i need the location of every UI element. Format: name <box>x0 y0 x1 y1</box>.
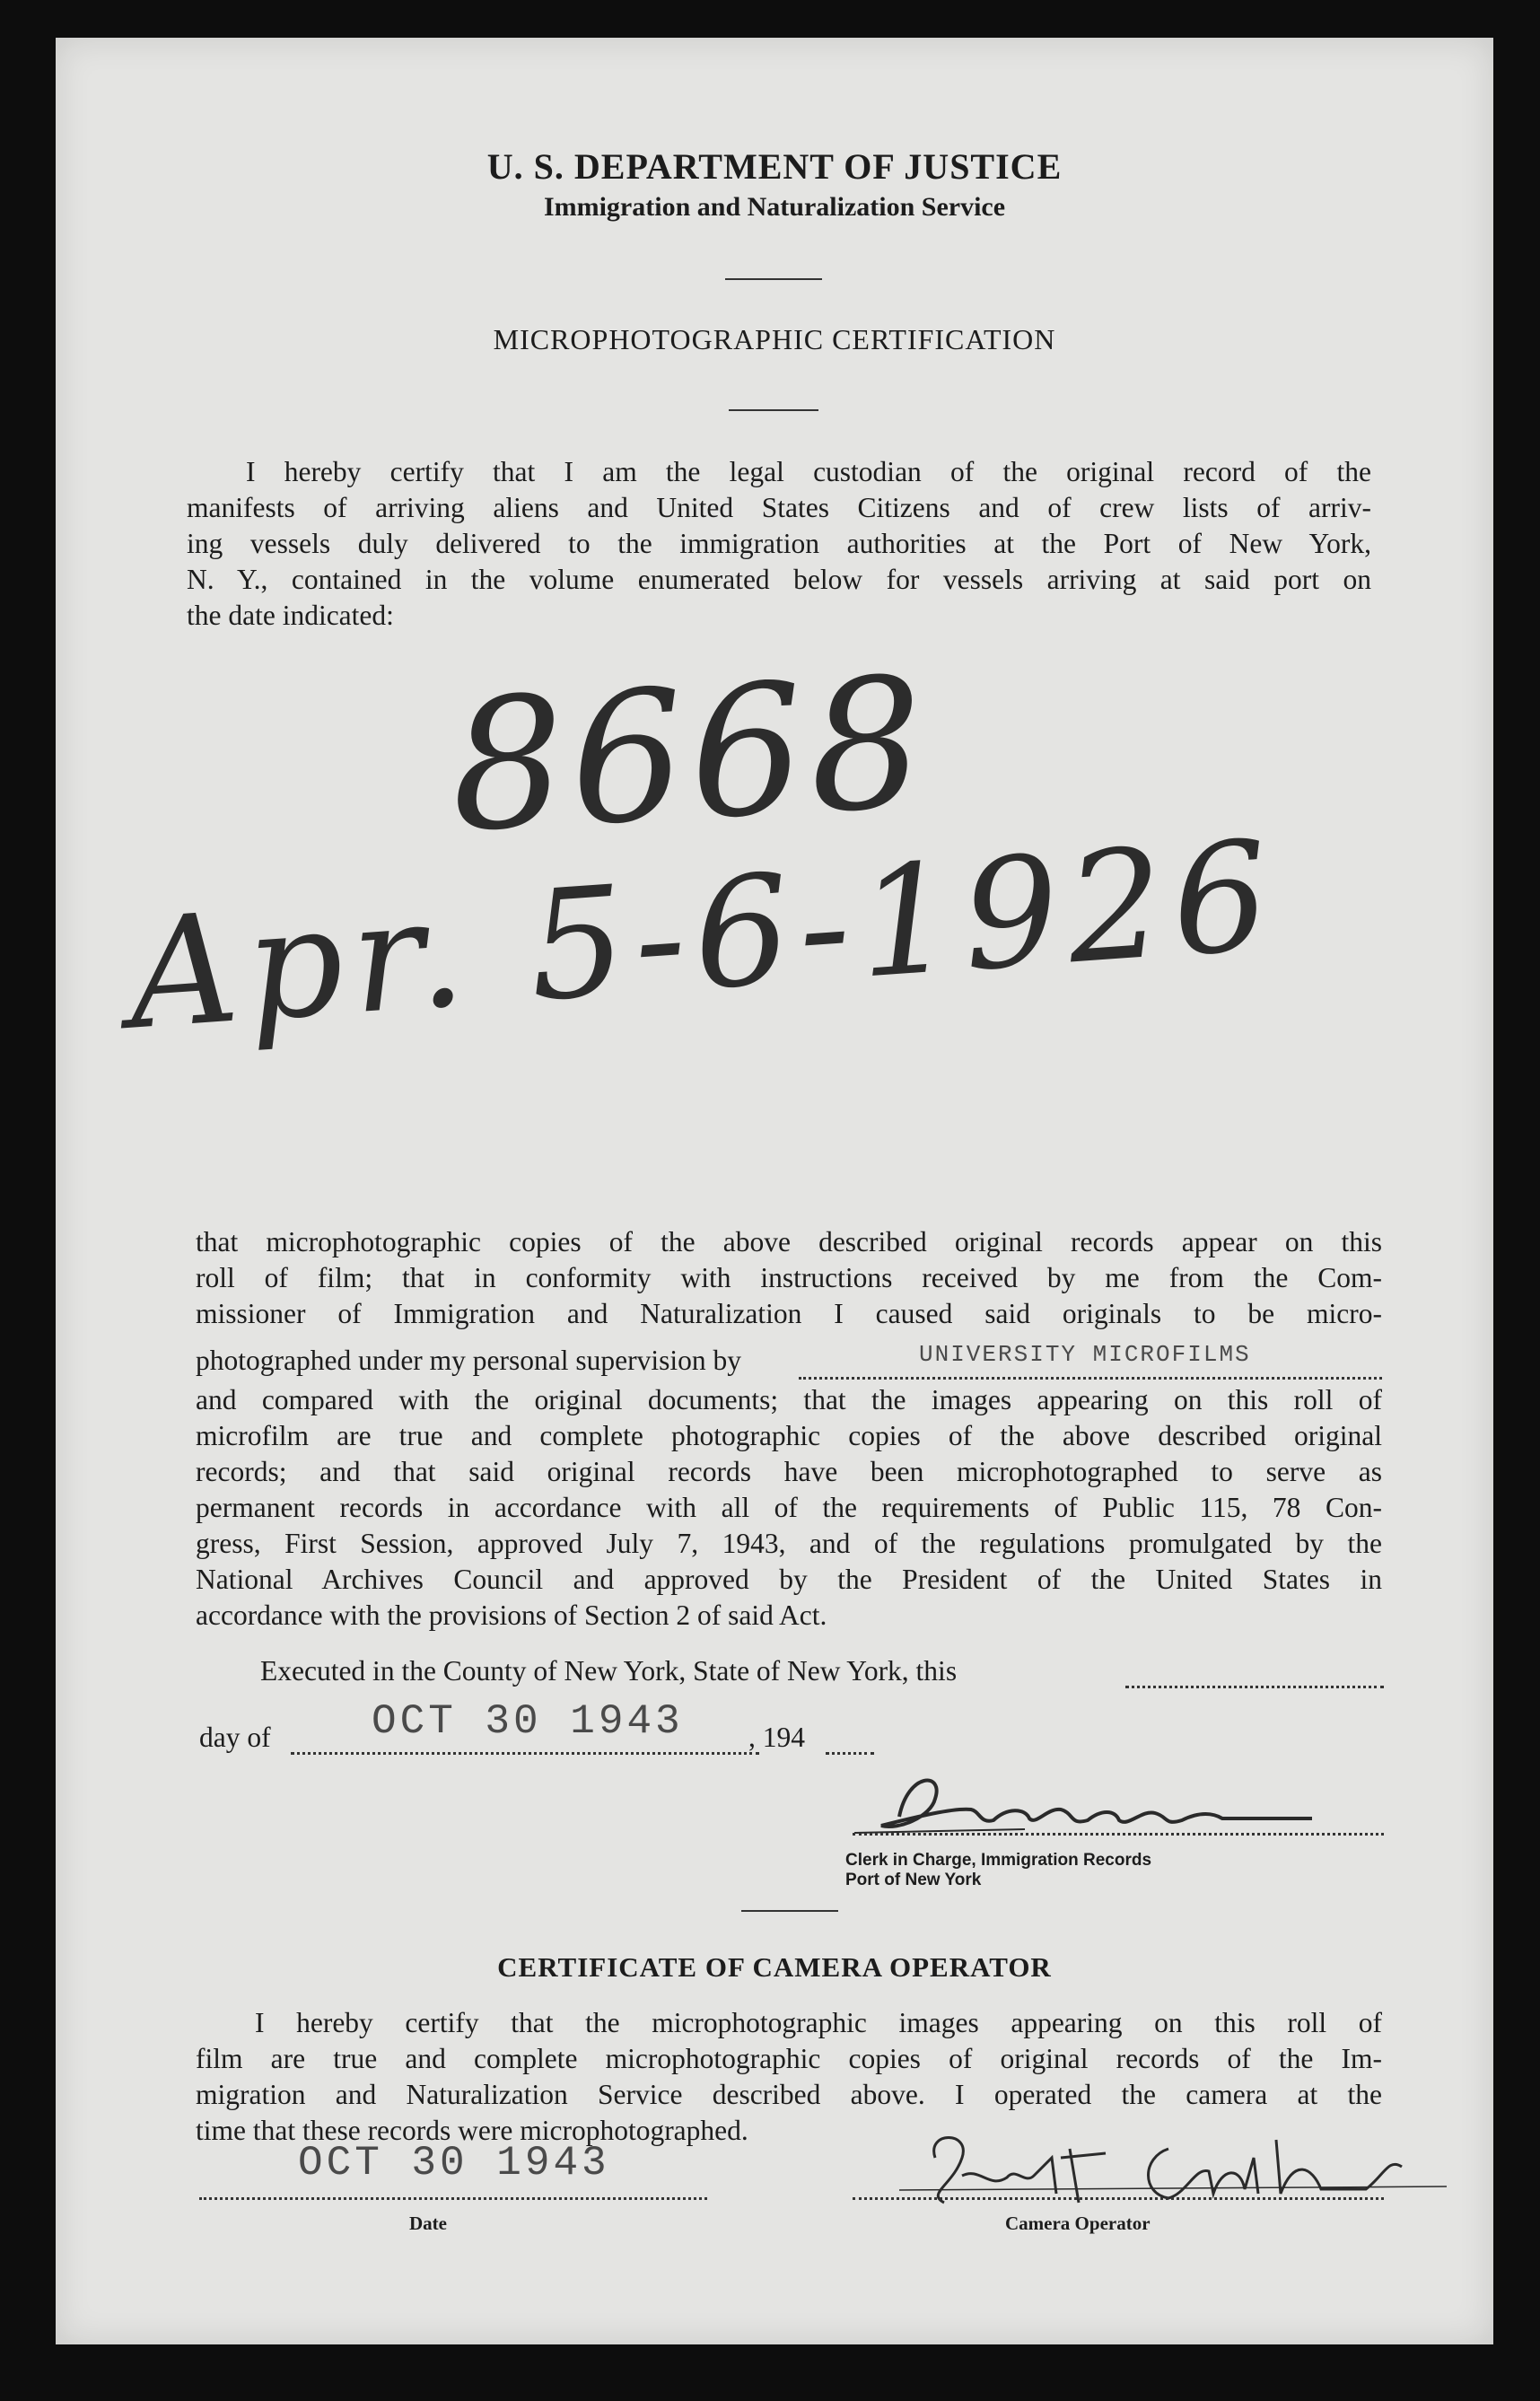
intro-line: I hereby certify that I am the legal custodian of the original record of the <box>246 456 1371 487</box>
day-of-label: day of <box>199 1722 271 1753</box>
intro-line: manifests of arriving aliens and United States Citizens and of crew lists of arriv- <box>187 492 1371 523</box>
body-line: accordance with the provisions of Section 2 of said Act. <box>196 1599 827 1631</box>
intro-line: ing vessels duly delivered to the immigration authorities at the Port of New York, <box>187 528 1371 559</box>
date-line <box>199 2197 707 2200</box>
day-of-dotted-line <box>291 1752 759 1755</box>
camera-line: I hereby certify that the microphotographic images appearing on this roll of <box>255 2007 1382 2038</box>
camera-line: migration and Naturalization Service described above. I operated the camera at the <box>196 2079 1382 2110</box>
intro-line: the date indicated: <box>187 600 394 631</box>
body-line: microfilm are true and complete photographic copies of the above described original <box>196 1420 1382 1451</box>
camera-date-stamp: OCT 30 1943 <box>298 2140 610 2186</box>
camera-line: time that these records were microphotographed. <box>196 2115 748 2146</box>
body-line: records; and that said original records have been microphotographed to serve as <box>196 1456 1382 1487</box>
divider <box>725 278 822 280</box>
clerk-signature-line <box>853 1833 1384 1836</box>
day-of-date-stamp: OCT 30 1943 <box>372 1698 684 1745</box>
department-title: U. S. DEPARTMENT OF JUSTICE <box>486 146 1063 187</box>
divider <box>729 409 818 411</box>
body-line: and compared with the original documents; that the images appearing on this roll of <box>196 1384 1382 1415</box>
supervision-stamp: UNIVERSITY MICROFILMS <box>919 1341 1251 1368</box>
supervision-prefix: photographed under my personal supervision by <box>196 1345 742 1376</box>
camera-operator-line <box>853 2197 1384 2200</box>
camera-heading: CERTIFICATE OF CAMERA OPERATOR <box>497 1951 1052 1983</box>
body-line: permanent records in accordance with all of the requirements of Public 115, 78 Con- <box>196 1492 1382 1523</box>
clerk-signature <box>845 1754 1330 1853</box>
body-line: roll of film; that in conformity with instructions received by me from the Com- <box>196 1262 1382 1293</box>
clerk-title: Clerk in Charge, Immigration Records <box>845 1851 1152 1870</box>
certification-heading: MICROPHOTOGRAPHIC CERTIFICATION <box>493 323 1056 355</box>
camera-line: film are true and complete microphotographic copies of original records of the Im- <box>196 2043 1382 2074</box>
service-subtitle: Immigration and Naturalization Service <box>543 192 1006 222</box>
year-prefix: , 194 <box>748 1722 805 1753</box>
camera-operator-label: Camera Operator <box>1005 2213 1151 2234</box>
executed-text: Executed in the County of New York, State of New York, this <box>260 1655 958 1687</box>
body-line: gress, First Session, approved July 7, 1943, and of the regulations promulgated by the <box>196 1528 1382 1559</box>
certificate-page <box>56 38 1493 2344</box>
camera-operator-signature <box>899 2104 1456 2239</box>
body-line: that microphotographic copies of the above described original records appear on this <box>196 1226 1382 1257</box>
body-paragraph <box>196 1224 1382 1332</box>
clerk-port: Port of New York <box>845 1871 982 1889</box>
handwritten-volume-number: 8668 <box>445 638 934 872</box>
supervision-dotted-line <box>799 1377 1382 1380</box>
handwritten-arrival-date: Apr. 5-6-1926 <box>122 807 1283 1064</box>
intro-paragraph <box>187 454 1371 634</box>
body-line: National Archives Council and approved by the President of the United States in <box>196 1564 1382 1595</box>
intro-line: N. Y., contained in the volume enumerated below for vessels arriving at said port on <box>187 564 1371 595</box>
body-paragraph-continued <box>196 1382 1382 1634</box>
date-label: Date <box>409 2213 447 2234</box>
body-line: missioner of Immigration and Naturalization I caused said originals to be micro- <box>196 1298 1382 1329</box>
executed-dotted-line <box>1125 1686 1384 1688</box>
divider <box>741 1910 838 1912</box>
